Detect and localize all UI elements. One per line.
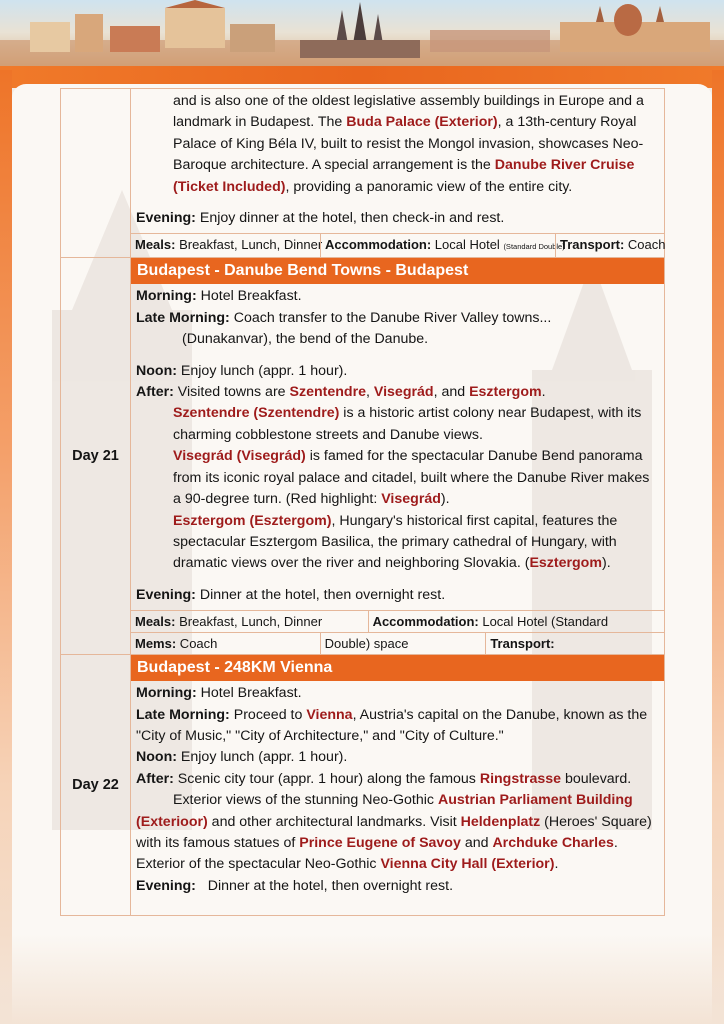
day21-evening: Evening: Dinner at the hotel, then overnight rest.: [136, 586, 446, 603]
itinerary-table: [60, 88, 665, 916]
day21-row: [61, 258, 665, 655]
day20-transport: Transport: Coach: [555, 234, 669, 257]
day20-accommodation: Accommodation: Local Hotel (Standard Double): [320, 234, 555, 257]
day21-mems: Mems: Coach: [135, 636, 218, 652]
day21-meals: Meals: Breakfast, Lunch, Dinner: [135, 614, 323, 630]
day20-paragraph: and is also one of the oldest legislative assembly buildings in Europe and a landmark in Budapest. The Buda Palace (Exterior), a 13th-century Royal Palace of King Béla IV, built to resist the Mongol invasion, showcases Neo-Baroque architecture. A special arrangement is the Danube River Cruise (Ticket Included), providing a panoramic view of the entire city.: [173, 93, 644, 195]
esztergom-paragraph: Esztergom (Esztergom), Hungary's historical first capital, features the spectacular Esztergom Basilica, the primary cathedral of Hungary, with dramatic views over the river and neighboring Slovakia. (Esztergom).: [173, 512, 618, 572]
day21-info-row-1: [131, 610, 664, 632]
day20-content: [131, 89, 664, 233]
day21-double: Double) space: [320, 633, 486, 654]
danube-cruise-highlight: Danube River Cruise (Ticket Included): [173, 157, 635, 195]
day21-title: Budapest - Danube Bend Towns - Budapest: [131, 258, 664, 284]
day21-transport: Transport:: [485, 633, 664, 654]
day22-exterior-paragraph: Exterior views of the stunning Neo-Gothic Austrian Parliament Building (Exterioor) and other architectural landmarks. Visit Heldenplatz (Heroes' Square) with its famous statues of Prince Eugene of Savoy and Archduke Charles. Exterior of the spectacular Neo-Gothic Vienna City Hall (Exterior).: [136, 792, 652, 873]
day22-title: Budapest - 248KM Vienna: [131, 655, 664, 681]
szentendre-paragraph: Szentendre (Szentendre) is a historic artist colony near Budapest, with its charming cobblestone streets and Danube views.: [173, 405, 642, 443]
day20-meals: Meals: Breakfast, Lunch, Dinner: [135, 237, 323, 253]
day22-row: [61, 655, 665, 916]
right-border: [712, 70, 724, 1024]
left-border: [0, 70, 12, 1024]
day22-day-cell: Day 22: [61, 655, 131, 916]
day20-evening: Evening: Enjoy dinner at the hotel, then check-in and rest.: [136, 210, 505, 227]
day22-evening: Evening: Dinner at the hotel, then overnight rest.: [136, 877, 454, 894]
visegrad-paragraph: Visegrád (Visegrád) is famed for the spectacular Danube Bend panorama from its iconic royal palace and citadel, built where the Danube River makes a 90-degree turn. (Red highlight: Visegrád).: [173, 448, 650, 508]
day21-content: Morning: Hotel Breakfast. Late Morning: Coach transfer to the Danube River Valley towns... (Dunakanvar), the bend of the Danube. Noon: Enjoy lunch (appr. 1 hour). After: Visited towns are Szentendre, Visegrád, and Esztergom. Szentendre (Szentendre) is a historic artist colony near Budapest, with its charming cobblestone streets and Danube views. Visegrád (Visegrád) is famed for the spectacular Danube Bend panorama from its iconic royal palace and citadel, built where the Danube River makes a 90-degree turn. (Red highlight: Visegrád). Esztergom (Esztergom), Hungary's historical first capital, features the spectacular Esztergom Basilica, the primary cathedral of Hungary, with dramatic views over the river and neighboring Slovakia. (Esztergom). Evening: Dinner at the hotel, then overnight rest.: [131, 284, 664, 610]
buda-palace-highlight: Buda Palace (Exterior): [346, 114, 498, 131]
day21-day-cell: Day 21: [61, 258, 131, 655]
day20-day-cell: [61, 89, 131, 258]
city-skyline-banner: [0, 0, 724, 72]
day20-info-row: [131, 233, 664, 257]
bottom-fade: [0, 934, 724, 1024]
day20-continuation-row: [61, 89, 665, 258]
day21-info-row-2: [131, 632, 664, 654]
day22-content: Morning: Hotel Breakfast. Late Morning: Proceed to Vienna, Austria's capital on the Danube, known as the "City of Music," "City of Architecture," and "City of Culture." Noon: Enjoy lunch (appr. 1 hour). After: Scenic city tour (appr. 1 hour) along the famous Ringstrasse boulevard. Exterior views of the stunning Neo-Gothic Austrian Parliament Building (Exterioor) and other architectural landmarks. Visit Heldenplatz (Heroes' Square) with its famous statues of Prince Eugene of Savoy and Archduke Charles. Exterior of the spectacular Neo-Gothic Vienna City Hall (Exterior). Evening: Dinner at the hotel, then overnight rest.: [131, 681, 664, 915]
day21-accommodation: Accommodation: Local Hotel (Standard: [368, 611, 664, 632]
